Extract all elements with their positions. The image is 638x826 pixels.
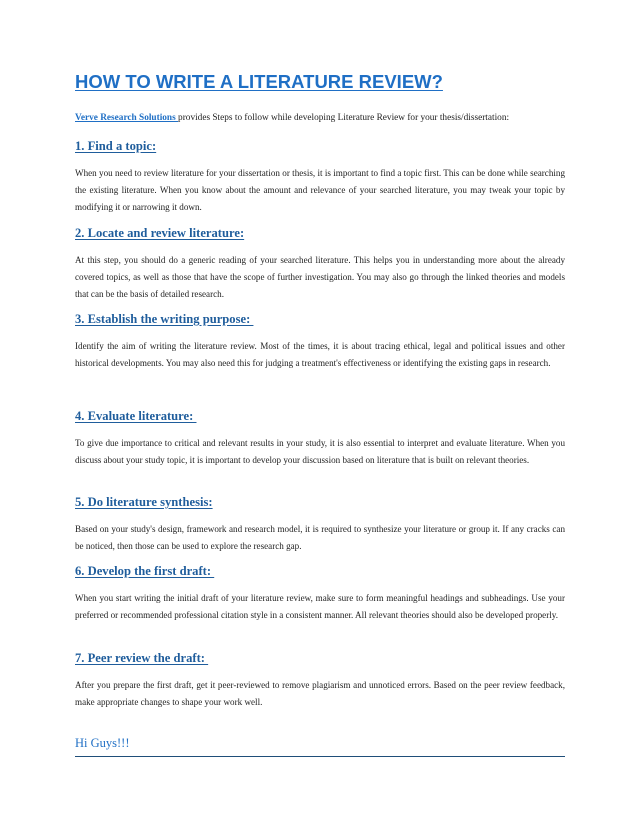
footer-divider <box>75 756 565 757</box>
brand-link[interactable]: Verve Research Solutions <box>75 113 179 123</box>
section-heading: 2. Locate and review literature: <box>75 226 245 240</box>
section-heading: 6. Develop the first draft: <box>75 564 215 578</box>
section-heading: 5. Do literature synthesis: <box>75 495 213 509</box>
section-body: When you start writing the initial draft of your literature review, make sure to form meaningful headings and subheadings. Use your preferred or recommended professional citation style in a consistent manner. All relevant theories should also be developed properly. <box>75 593 565 620</box>
section-heading: 4. Evaluate literature: <box>75 409 197 423</box>
closing-greeting: Hi Guys!!! <box>75 736 130 750</box>
document-title: HOW TO WRITE A LITERATURE REVIEW? <box>75 71 443 92</box>
section-body: Based on your study's design, framework and research model, it is required to synthesize your literature or group it. If any cracks can be noticed, then those can be used to explore the research gap. <box>75 524 565 551</box>
section-peer-review <box>75 651 565 711</box>
section-heading: 3. Establish the writing purpose: <box>75 312 254 326</box>
section-evaluate <box>75 409 565 469</box>
section-heading: 7. Peer review the draft: <box>75 651 209 665</box>
section-body: To give due importance to critical and relevant results in your study, it is also essential to interpret and evaluate literature. When you discuss about your study topic, it is important to develop your discussion based on literature that is built on relevant theories. <box>75 438 565 465</box>
section-body: After you prepare the first draft, get it peer-reviewed to remove plagiarism and unnoticed errors. Based on the peer review feedback, make appropriate changes to shape your work well. <box>75 680 565 707</box>
section-writing-purpose <box>75 312 565 372</box>
section-locate-review <box>75 226 565 303</box>
section-first-draft <box>75 564 565 624</box>
section-find-topic <box>75 139 565 216</box>
section-body: Identify the aim of writing the literature review. Most of the times, it is about tracing ethical, legal and political issues and other historical developments. You may also need this for judging a treatment's effectiveness or identifying the existing gaps in research. <box>75 341 565 368</box>
section-synthesis <box>75 495 565 555</box>
section-heading: 1. Find a topic: <box>75 139 157 153</box>
section-body: At this step, you should do a generic reading of your searched literature. This helps you in understanding more about the already covered topics, as well as those that have the scope of further investigation. You may also go through the linked theories and models that can be the basis of detailed research. <box>75 255 565 299</box>
intro-line <box>75 113 565 123</box>
section-body: When you need to review literature for your dissertation or thesis, it is important to find a topic first. This can be done while searching the existing literature. When you know about the amount and relevance of your searched literature, you may tweak your topic by modifying it or narrowing it down. <box>75 168 565 212</box>
intro-text: provides Steps to follow while developing Literature Review for your thesis/dissertation: <box>178 113 510 123</box>
